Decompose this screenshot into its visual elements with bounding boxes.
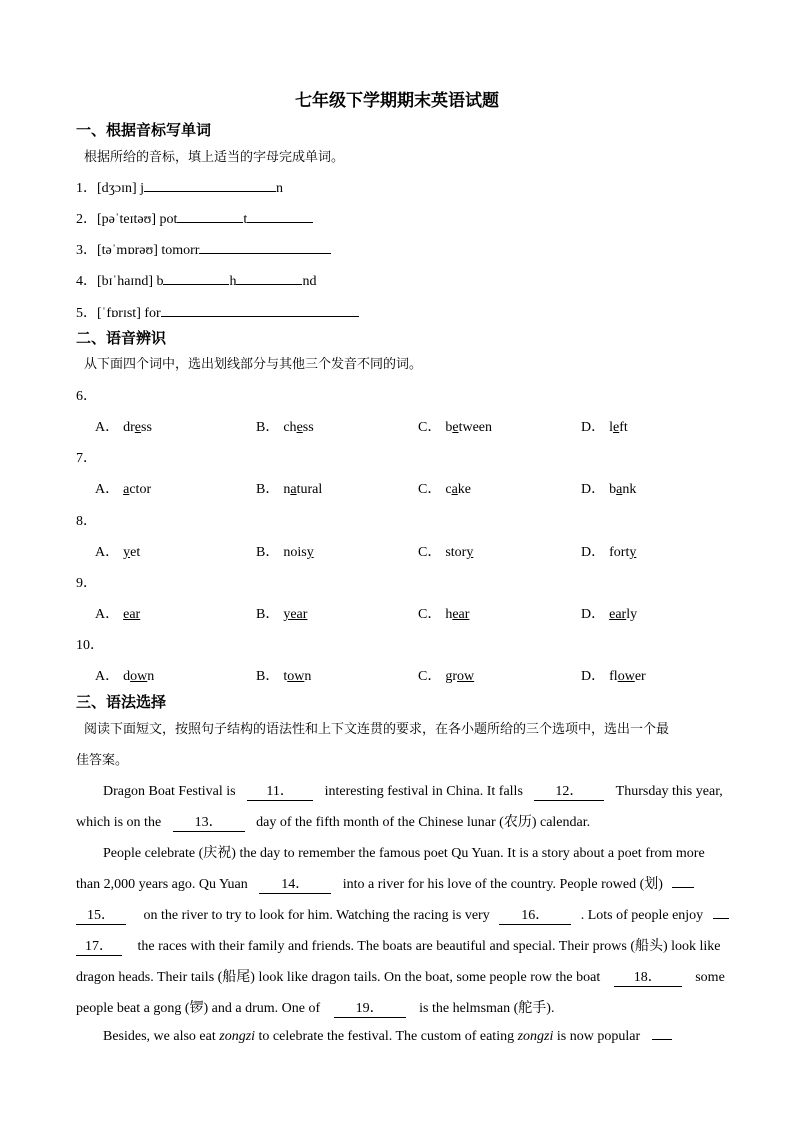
option-text: stor <box>445 545 467 560</box>
underlined-part: e <box>296 420 303 435</box>
underlined-part: e <box>134 420 142 435</box>
passage-line: dragon heads. Their tails (船尾) look like dragon tails. On the boat, some people row the boat 18． some <box>76 966 725 987</box>
option-text: b <box>445 420 453 435</box>
option-text: tween <box>458 420 492 435</box>
section1-heading: 一、根据音标写单词 <box>76 121 212 139</box>
option-text: fl <box>609 669 618 684</box>
answer-option[interactable] <box>256 665 311 685</box>
answer-option[interactable] <box>95 416 152 436</box>
option-text: et <box>130 545 141 560</box>
passage-line: people beat a gong (锣) and a drum. One of 19． is the helmsman (舵手). <box>76 997 554 1018</box>
option-text: er <box>634 669 646 684</box>
option-text: ke <box>457 482 471 497</box>
underlined-part: a <box>451 482 458 497</box>
option-label: B． <box>256 607 280 622</box>
option-label: D． <box>581 420 606 435</box>
option-label: A． <box>95 607 120 622</box>
option-label: D． <box>581 545 606 560</box>
question-5: 5．[ˈfɒrɪst] for <box>76 302 359 322</box>
answer-option[interactable] <box>95 665 154 685</box>
answer-option[interactable] <box>256 541 314 561</box>
option-label: C． <box>418 607 442 622</box>
option-label: D． <box>581 607 606 622</box>
option-text: n <box>304 669 312 684</box>
underlined-part: a <box>123 482 130 497</box>
option-text: d <box>123 669 131 684</box>
answer-option[interactable] <box>418 603 469 623</box>
option-text: ly <box>626 607 638 622</box>
answer-blank-11[interactable]: 11． <box>247 780 313 801</box>
option-label: A． <box>95 545 120 560</box>
underlined-part: e <box>613 420 620 435</box>
option-text: tural <box>296 482 323 497</box>
option-label: A． <box>95 669 120 684</box>
answer-blank-16[interactable]: 16． <box>499 904 571 925</box>
underlined-part: ow <box>457 669 475 684</box>
underlined-part: y <box>629 545 637 560</box>
option-text: ss <box>141 420 152 435</box>
option-label: B． <box>256 545 280 560</box>
passage-line: 17． the races with their family and friends. The boats are beautiful and special. Their prows (船头) look like <box>76 935 721 956</box>
option-label: C． <box>418 669 442 684</box>
section2-instruction: 从下面四个词中，选出划线部分与其他三个发音不同的词。 <box>84 357 423 372</box>
answer-blank-17-start[interactable] <box>713 918 729 919</box>
underlined-part: y <box>466 545 474 560</box>
section3-instruction-line2: 佳答案。 <box>76 753 129 768</box>
underlined-part: ow <box>617 669 635 684</box>
option-label: C． <box>418 545 442 560</box>
option-text: gr <box>445 669 458 684</box>
section2-heading: 二、语音辨识 <box>76 329 167 347</box>
option-text: nois <box>283 545 307 560</box>
answer-option[interactable] <box>581 416 628 436</box>
option-label: B． <box>256 482 280 497</box>
underlined-part: ear <box>609 607 627 622</box>
answer-option[interactable] <box>581 603 637 623</box>
answer-option[interactable] <box>256 416 314 436</box>
option-label: B． <box>256 420 280 435</box>
section3-instruction-line1: 阅读下面短文，按照句子结构的语法性和上下文连贯的要求，在各小题所给的三个选项中，选出一个最 <box>84 722 670 737</box>
answer-blank[interactable] <box>199 239 331 254</box>
answer-option[interactable] <box>95 603 140 623</box>
answer-blank[interactable] <box>177 208 243 223</box>
underlined-part: year <box>283 607 308 622</box>
answer-option[interactable] <box>418 478 471 498</box>
underlined-part: ear <box>123 607 141 622</box>
option-text: b <box>609 482 617 497</box>
answer-option[interactable] <box>256 603 307 623</box>
option-text: n <box>147 669 155 684</box>
option-label: A． <box>95 420 120 435</box>
option-text: c <box>445 482 452 497</box>
underlined-part: a <box>290 482 297 497</box>
answer-blank-12[interactable]: 12． <box>534 780 604 801</box>
answer-option[interactable] <box>418 665 474 685</box>
option-text: fort <box>609 545 630 560</box>
passage-line: than 2,000 years ago. Qu Yuan 14． into a river for his love of the country. People rowed (划) <box>76 873 694 894</box>
option-text: l <box>609 420 614 435</box>
option-text: ch <box>283 420 297 435</box>
answer-option[interactable] <box>95 541 140 561</box>
underlined-part: e <box>452 420 459 435</box>
answer-option[interactable] <box>95 478 151 498</box>
option-label: B． <box>256 669 280 684</box>
answer-option[interactable] <box>418 416 492 436</box>
option-label: A． <box>95 482 120 497</box>
answer-option[interactable] <box>581 478 636 498</box>
answer-blank-17[interactable]: 17． <box>76 935 122 956</box>
passage-line: People celebrate (庆祝) the day to remember the famous poet Qu Yuan. It is a story about a poet from more <box>103 846 705 861</box>
question-number: 10． <box>76 638 104 653</box>
answer-blank-20-start[interactable] <box>652 1039 672 1040</box>
passage-line: 15． on the river to try to look for him. Watching the racing is very 16． . Lots of people enjoy <box>76 904 729 925</box>
option-label: D． <box>581 669 606 684</box>
answer-option[interactable] <box>581 665 646 685</box>
answer-blank-18[interactable]: 18． <box>614 966 682 987</box>
option-label: D． <box>581 482 606 497</box>
passage-line: Besides, we also eat zongzi to celebrate the festival. The custom of eating zongzi is now popular <box>103 1029 672 1045</box>
answer-option[interactable] <box>256 478 322 498</box>
answer-blank-15[interactable]: 15． <box>76 904 126 925</box>
option-text: n <box>283 482 291 497</box>
option-text: ss <box>302 420 314 435</box>
answer-blank[interactable] <box>247 208 313 223</box>
answer-option[interactable] <box>418 541 473 561</box>
option-text: h <box>445 607 453 622</box>
option-text: nk <box>622 482 637 497</box>
underlined-part: ear <box>452 607 470 622</box>
section1-instruction: 根据所给的音标，填上适当的字母完成单词。 <box>84 150 345 165</box>
underlined-part: ow <box>130 669 148 684</box>
underlined-part: ow <box>287 669 305 684</box>
underlined-part: y <box>306 545 314 560</box>
answer-option[interactable] <box>581 541 636 561</box>
option-text: ctor <box>129 482 152 497</box>
option-text: dr <box>123 420 135 435</box>
answer-blank-14[interactable]: 14． <box>259 873 331 894</box>
question-1: 1．[dʒɔɪn] j n <box>76 177 283 197</box>
option-text: ft <box>619 420 628 435</box>
question-number: 7． <box>76 451 97 466</box>
passage-line: which is on the 13． day of the fifth month of the Chinese lunar (农历) calendar. <box>76 811 590 832</box>
question-3: 3．[təˈmɒrəʊ] tomorr <box>76 239 331 259</box>
question-2: 2．[pəˈteɪtəʊ] pot t <box>76 208 313 228</box>
answer-blank-13[interactable]: 13． <box>173 811 245 832</box>
passage-line: Dragon Boat Festival is 11． interesting festival in China. It falls 12． Thursday this year, <box>103 780 723 801</box>
answer-blank[interactable] <box>236 270 302 285</box>
question-number: 6． <box>76 389 97 404</box>
answer-blank-15-start[interactable] <box>672 887 694 888</box>
question-4: 4．[bɪˈhaɪnd] b h nd <box>76 270 316 290</box>
page-title: 七年级下学期期末英语试题 <box>295 91 499 110</box>
answer-blank[interactable] <box>163 270 229 285</box>
option-label: C． <box>418 420 442 435</box>
option-label: C． <box>418 482 442 497</box>
underlined-part: y <box>123 545 131 560</box>
question-number: 9． <box>76 576 97 591</box>
section3-heading: 三、语法选择 <box>76 693 167 711</box>
answer-blank[interactable] <box>144 177 276 192</box>
answer-blank-19[interactable]: 19． <box>334 997 406 1018</box>
answer-blank[interactable] <box>161 302 359 317</box>
underlined-part: a <box>616 482 623 497</box>
question-number: 8． <box>76 514 97 529</box>
option-text: t <box>283 669 288 684</box>
